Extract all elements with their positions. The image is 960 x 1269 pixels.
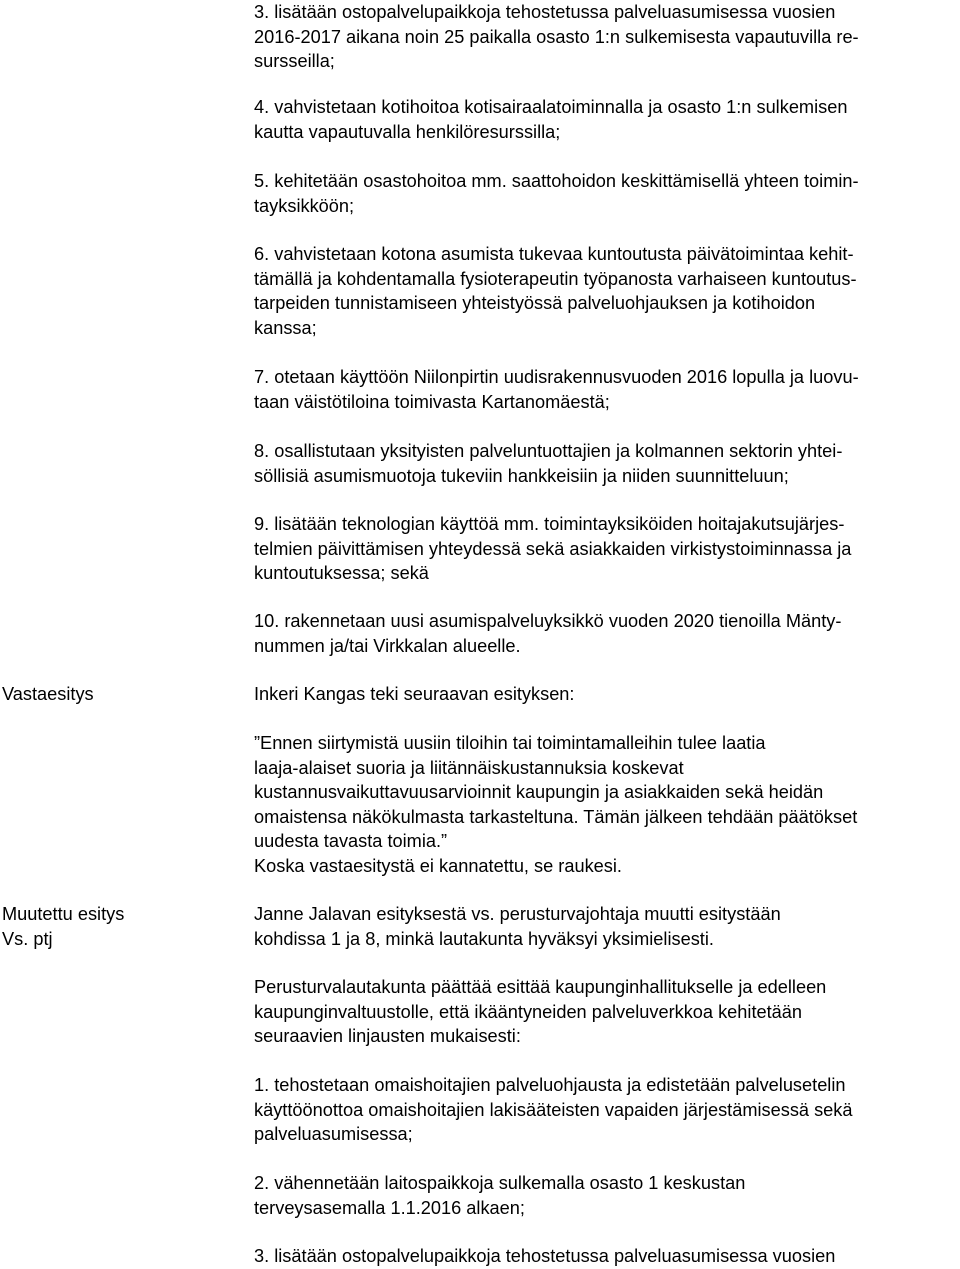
text-line: 1. tehostetaan omaishoitajien palveluohjausta ja edistetään palvelusetelin (254, 1075, 846, 1095)
text-line: omaistensa näkökulmasta tarkasteltuna. Tämän jälkeen tehdään päätökset (254, 806, 858, 827)
point-2 (254, 1171, 954, 1220)
text-line: 7. otetaan käyttöön Niilonpirtin uudisrakennusvuoden 2016 lopulla ja luovu- (254, 367, 859, 387)
text-line: 3. lisätään ostopalvelupaikkoja tehostetussa palveluasumisessa vuosien (254, 1246, 836, 1266)
text-line: 3. lisätään ostopalvelupaikkoja tehostetussa palveluasumisessa vuosien (254, 2, 836, 22)
point-1 (254, 1073, 954, 1147)
section-label-muutettu-esitys (2, 902, 124, 951)
text-line: söllisiä asumismuotoja tukeviin hankkeisiin ja niiden suunnitteluun; (254, 465, 789, 486)
item-6 (254, 242, 954, 340)
text-line: Muutettu esitys (2, 904, 125, 924)
muutettu-text (254, 902, 954, 951)
text-line: terveysasemalla 1.1.2016 alkaen; (254, 1197, 525, 1218)
text-line: telmien päivittämisen yhteydessä sekä asiakkaiden virkistystoiminnassa ja (254, 538, 852, 559)
text-line: ”Ennen siirtymistä uusiin tiloihin tai toimintamalleihin tulee laatia (254, 733, 766, 753)
text-line: nummen ja/tai Virkkalan alueelle. (254, 635, 521, 656)
text-line: tayksikköön; (254, 195, 355, 216)
item-7 (254, 365, 954, 414)
text-line: 5. kehitetään osastohoitoa mm. saattohoidon keskittämisellä yhteen toimin- (254, 171, 859, 191)
text-line: 4. vahvistetaan kotihoitoa kotisairaalatoiminnalla ja osasto 1:n sulkemisen (254, 97, 848, 117)
text-line: kustannusvaikuttavuusarvioinnit kaupungin ja asiakkaiden sekä heidän (254, 782, 824, 802)
text-line: Vs. ptj (2, 928, 53, 949)
text-line: käyttöönottoa omaishoitajien lakisääteisten vapaiden järjestämisessä sekä (254, 1099, 853, 1120)
text-line: uudesta tavasta toimia.” (254, 831, 448, 851)
vastaesitys-quote (254, 731, 954, 878)
text-line: tarpeiden tunnistamiseen yhteistyössä palveluohjauksen ja kotihoidon (254, 293, 816, 313)
item-9 (254, 512, 954, 586)
item-8 (254, 439, 954, 488)
item-3 (254, 0, 954, 74)
text-line: Janne Jalavan esityksestä vs. perusturvajohtaja muutti esitystään (254, 904, 781, 924)
decision-paragraph (254, 975, 954, 1049)
text-line: palveluasumisessa; (254, 1124, 413, 1144)
text-line: laaja-alaiset suoria ja liitännäiskustannuksia koskevat (254, 757, 684, 778)
item-5 (254, 169, 954, 218)
item-4 (254, 95, 954, 144)
text-line: kuntoutuksessa; sekä (254, 563, 429, 583)
vastaesitys-intro: Inkeri Kangas teki seuraavan esityksen: (254, 684, 575, 704)
text-line: taan väistötiloina toimivasta Kartanomäestä; (254, 391, 610, 412)
text-line: kanssa; (254, 317, 317, 338)
text-line: seuraavien linjausten mukaisesti: (254, 1026, 521, 1046)
text-line: 10. rakennetaan uusi asumispalveluyksikkö vuoden 2020 tienoilla Mänty- (254, 611, 842, 631)
text-line: 6. vahvistetaan kotona asumista tukevaa kuntoutusta päivätoimintaa kehit- (254, 244, 854, 264)
text-line: kaupunginvaltuustolle, että ikääntyneiden palveluverkkoa kehitetään (254, 1001, 803, 1022)
text-line: kohdissa 1 ja 8, minkä lautakunta hyväksyi yksimielisesti. (254, 928, 714, 949)
text-line: 2016-2017 aikana noin 25 paikalla osasto 1:n sulkemisesta vapautuvilla re- (254, 26, 859, 47)
text-line: Koska vastaesitystä ei kannatettu, se raukesi. (254, 855, 622, 876)
section-label-vastaesitys: Vastaesitys (2, 684, 94, 704)
text-line: sursseilla; (254, 51, 335, 71)
item-10 (254, 609, 954, 658)
text-line: 2. vähennetään laitospaikkoja sulkemalla osasto 1 keskustan (254, 1173, 746, 1193)
text-line: 8. osallistutaan yksityisten palveluntuottajien ja kolmannen sektorin yhtei- (254, 441, 843, 461)
text-line: Perusturvalautakunta päättää esittää kaupunginhallitukselle ja edelleen (254, 977, 827, 997)
text-line: kautta vapautuvalla henkilöresurssilla; (254, 121, 561, 142)
text-line: 9. lisätään teknologian käyttöä mm. toimintayksiköiden hoitajakutsujärjes- (254, 514, 845, 534)
point-3 (254, 1244, 954, 1269)
text-line: tämällä ja kohdentamalla fysioterapeutin työpanosta varhaiseen kuntoutus- (254, 268, 857, 289)
